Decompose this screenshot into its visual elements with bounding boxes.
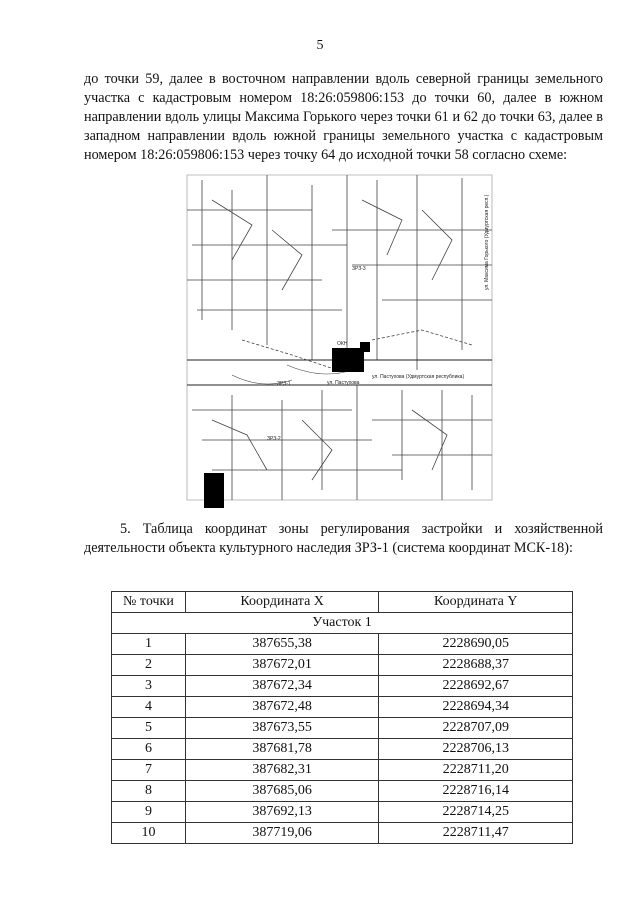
coordinate-y: 2228714,25 — [379, 802, 573, 823]
map-street-label: ул. Пастухова — [327, 380, 360, 386]
point-number: 8 — [112, 781, 186, 802]
highlight-parcel — [332, 348, 364, 372]
table-header-row — [112, 592, 573, 613]
cadastral-map — [172, 170, 512, 510]
coordinate-y: 2228688,37 — [379, 655, 573, 676]
coordinate-x: 387685,06 — [185, 781, 379, 802]
coordinate-x: 387681,78 — [185, 739, 379, 760]
coordinate-x: 387682,31 — [185, 760, 379, 781]
coordinate-y: 2228707,09 — [379, 718, 573, 739]
header-coordinate-x: Координата X — [185, 592, 379, 613]
map-block-label-4: ОКН — [337, 341, 348, 347]
coordinate-x: 387719,06 — [185, 823, 379, 844]
coordinate-x: 387655,38 — [185, 634, 379, 655]
point-number: 5 — [112, 718, 186, 739]
header-coordinate-y: Координата Y — [379, 592, 573, 613]
point-number: 10 — [112, 823, 186, 844]
table-row — [112, 634, 573, 655]
map-street-label-vertical: ул. Максима Горького (Удмуртская респ.) — [484, 194, 490, 290]
map-block-label-2: ЗРЗ-2 — [267, 436, 281, 442]
header-point-number: № точки — [112, 592, 186, 613]
table-row — [112, 718, 573, 739]
coordinate-x: 387692,13 — [185, 802, 379, 823]
point-number: 1 — [112, 634, 186, 655]
section-label: Участок 1 — [112, 613, 573, 634]
table-row — [112, 802, 573, 823]
table-section-row — [112, 613, 573, 634]
point-number: 6 — [112, 739, 186, 760]
map-street-label-right: ул. Пастухова (Удмуртская республика) — [372, 374, 465, 380]
coordinate-y: 2228706,13 — [379, 739, 573, 760]
coordinate-y: 2228711,20 — [379, 760, 573, 781]
table-row — [112, 739, 573, 760]
point-number: 9 — [112, 802, 186, 823]
point-number: 7 — [112, 760, 186, 781]
table-row — [112, 697, 573, 718]
coordinate-y: 2228690,05 — [379, 634, 573, 655]
table-row — [112, 781, 573, 802]
map-block-label-3: ЗРЗ-3 — [352, 266, 366, 272]
point-number: 3 — [112, 676, 186, 697]
table-row — [112, 823, 573, 844]
section-heading: 5. Таблица координат зоны регулирования застройки и хозяйственной деятельности объекта культурного наследия ЗРЗ-1 (система координат МСК-18): — [84, 521, 603, 556]
point-number: 2 — [112, 655, 186, 676]
coordinate-x: 387672,48 — [185, 697, 379, 718]
coordinate-x: 387672,01 — [185, 655, 379, 676]
intro-paragraph: до точки 59, далее в восточном направлении вдоль северной границы земельного участка с кадастровым номером 18:26:059806:153 до точки 60, далее в южном направлении вдоль улицы Максима Горького через точки 61 и 62 до точки 63, далее в западном направлении вдоль южной границы земельного участка с кадастровым номером 18:26:059806:153 через точку 64 до исходной точки 58 согласно схеме: — [84, 71, 603, 163]
coordinate-y: 2228711,47 — [379, 823, 573, 844]
table-row — [112, 655, 573, 676]
coordinate-y: 2228694,34 — [379, 697, 573, 718]
table-row — [112, 760, 573, 781]
coordinate-x: 387672,34 — [185, 676, 379, 697]
point-number: 4 — [112, 697, 186, 718]
table-row — [112, 676, 573, 697]
coordinates-table — [111, 591, 573, 844]
page-number: 5 — [316, 38, 324, 53]
coordinate-y: 2228692,67 — [379, 676, 573, 697]
map-block-label-1: ЗРЗ-1 — [277, 381, 291, 387]
coordinate-y: 2228716,14 — [379, 781, 573, 802]
coordinate-x: 387673,55 — [185, 718, 379, 739]
